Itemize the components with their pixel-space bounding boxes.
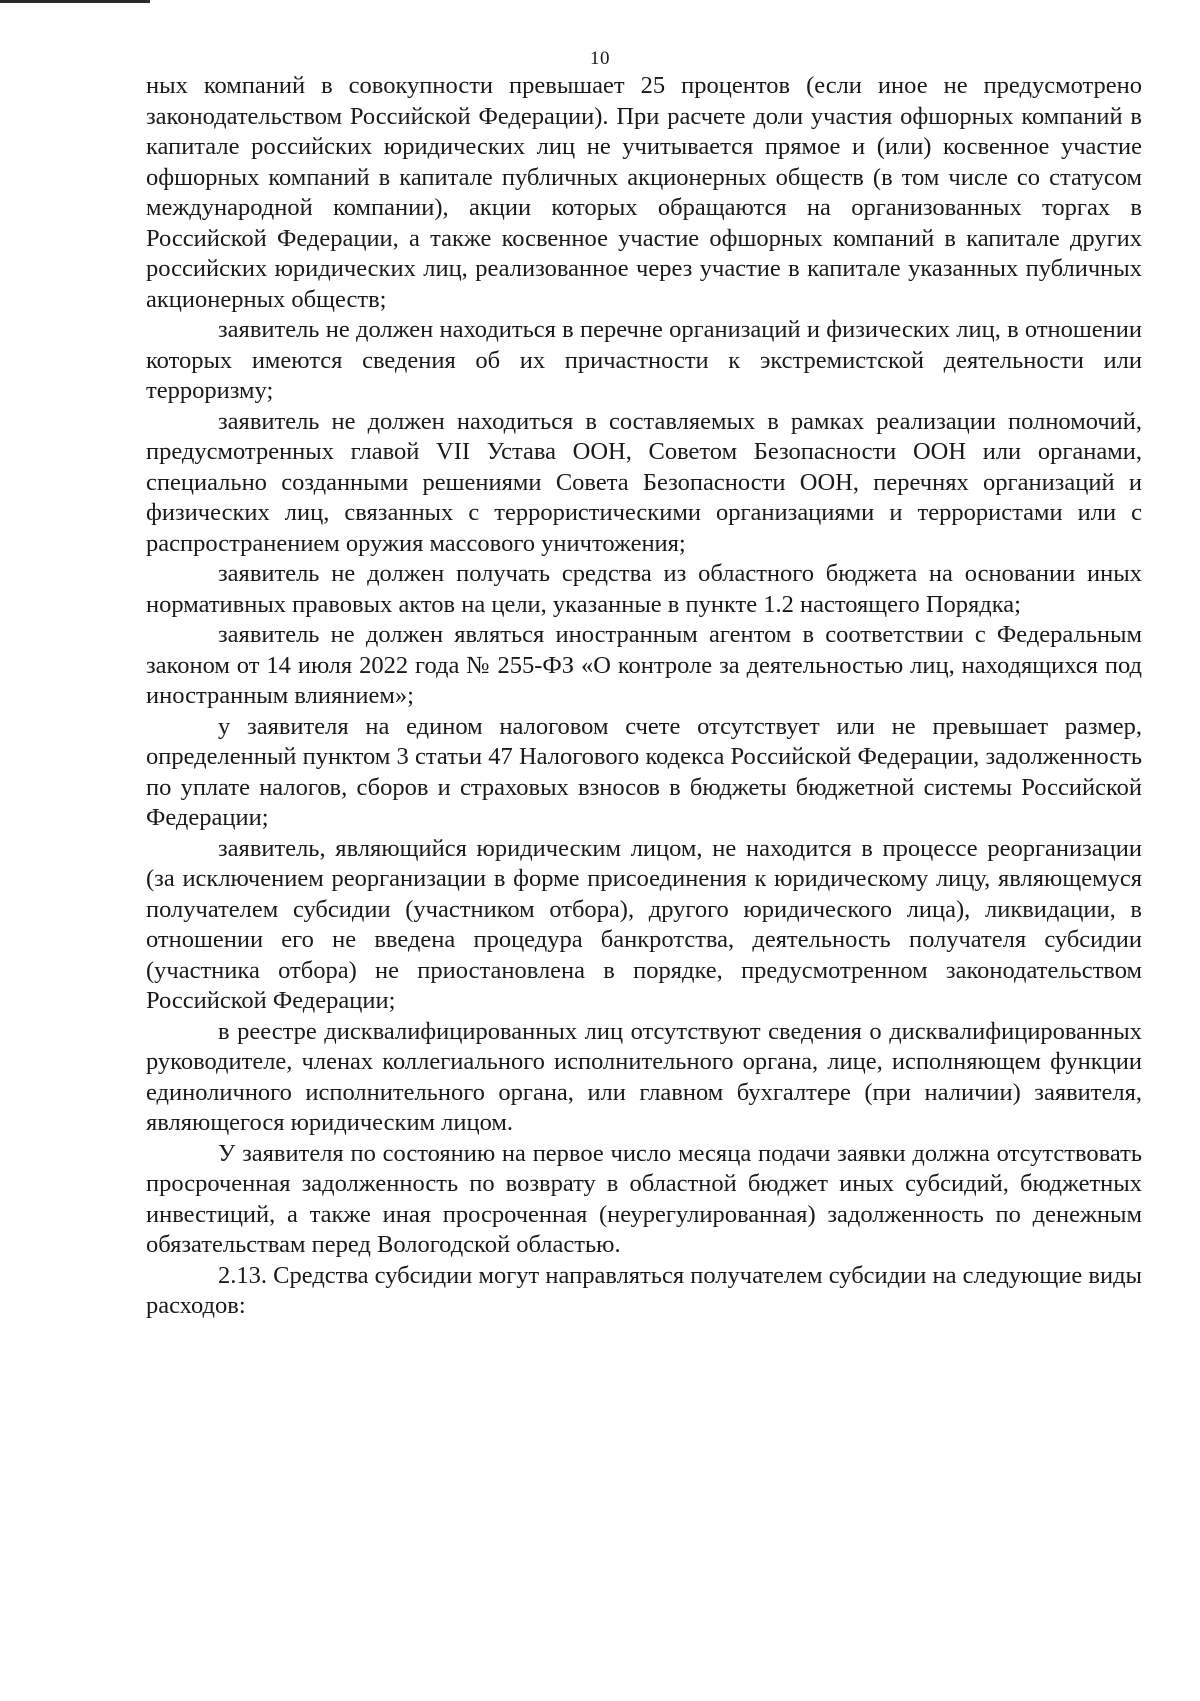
paragraph-section-2-13: 2.13. Средства субсидии могут направляться получателем субсидии на следующие виды расходов: — [146, 1261, 1142, 1319]
paragraph-disqualified-persons: в реестре дисквалифицированных лиц отсутствуют сведения о дисквалифицированных руководителе, членах коллегиального исполнительного органа, лице, исполняющем функции единоличного исполнительного органа, или главном бухгалтере (при наличии) заявителя, являющегося юридическим лицом. — [146, 1017, 1142, 1136]
paragraph-extremism-list: заявитель не должен находиться в перечне организаций и физических лиц, в отношении которых имеются сведения об их причастности к экстремистской деятельности или терроризму; — [146, 316, 1142, 404]
document-body — [146, 71, 1142, 1322]
paragraph-foreign-agent: заявитель не должен являться иностранным агентом в соответствии с Федеральным законом от 14 июля 2022 года № 255-ФЗ «О контроле за деятельностью лиц, находящихся под иностранным влиянием»; — [146, 621, 1142, 709]
paragraph-overdue-debt: У заявителя по состоянию на первое число месяца подачи заявки должна отсутствовать просроченная задолженность по возврату в областной бюджет иных субсидий, бюджетных инвестиций, а также иная просроченная (неурегулированная) задолженность по денежным обязательствам перед Вологодской областью. — [146, 1139, 1142, 1258]
page-number: 10 — [590, 48, 610, 69]
paragraph-other-funding: заявитель не должен получать средства из областного бюджета на основании иных нормативных правовых актов на цели, указанные в пункте 1.2 настоящего Порядка; — [146, 560, 1142, 618]
paragraph-reorganization: заявитель, являющийся юридическим лицом, не находится в процессе реорганизации (за исключением реорганизации в форме присоединения к юридическому лицу, являющемуся получателем субсидии (участником отбора), другого юридического лица), ликвидации, в отношении его не введена процедура банкротства, деятельность получателя субсидии (участника отбора) не приостановлена в порядке, предусмотренном законодательством Российской Федерации; — [146, 834, 1142, 1014]
paragraph-offshore-participation: ных компаний в совокупности превышает 25 процентов (если иное не предусмотрено законодательством Российской Федерации). При расчете доли участия офшорных компаний в капитале российских юридических лиц не учитывается прямое и (или) косвенное участие офшорных компаний в капитале публичных акционерных обществ (в том числе со статусом международной компании), акции которых обращаются на организованных торгах в Российской Федерации, а также косвенное участие офшорных компаний в капитале других российских юридических лиц, реализованное через участие в капитале указанных публичных акционерных обществ; — [146, 72, 1142, 313]
paragraph-tax-debt: у заявителя на едином налоговом счете отсутствует или не превышает размер, определенный пунктом 3 статьи 47 Налогового кодекса Российской Федерации, задолженность по уплате налогов, сборов и страховых взносов в бюджеты бюджетной системы Российской Федерации; — [146, 712, 1142, 831]
scan-edge-mark — [0, 0, 150, 3]
paragraph-un-sanctions-list: заявитель не должен находиться в составляемых в рамках реализации полномочий, предусмотренных главой VII Устава ООН, Советом Безопасности ООН или органами, специально созданными решениями Совета Безопасности ООН, перечнях организаций и физических лиц, связанных с террористическими организациями и террористами или с распространением оружия массового уничтожения; — [146, 407, 1142, 557]
